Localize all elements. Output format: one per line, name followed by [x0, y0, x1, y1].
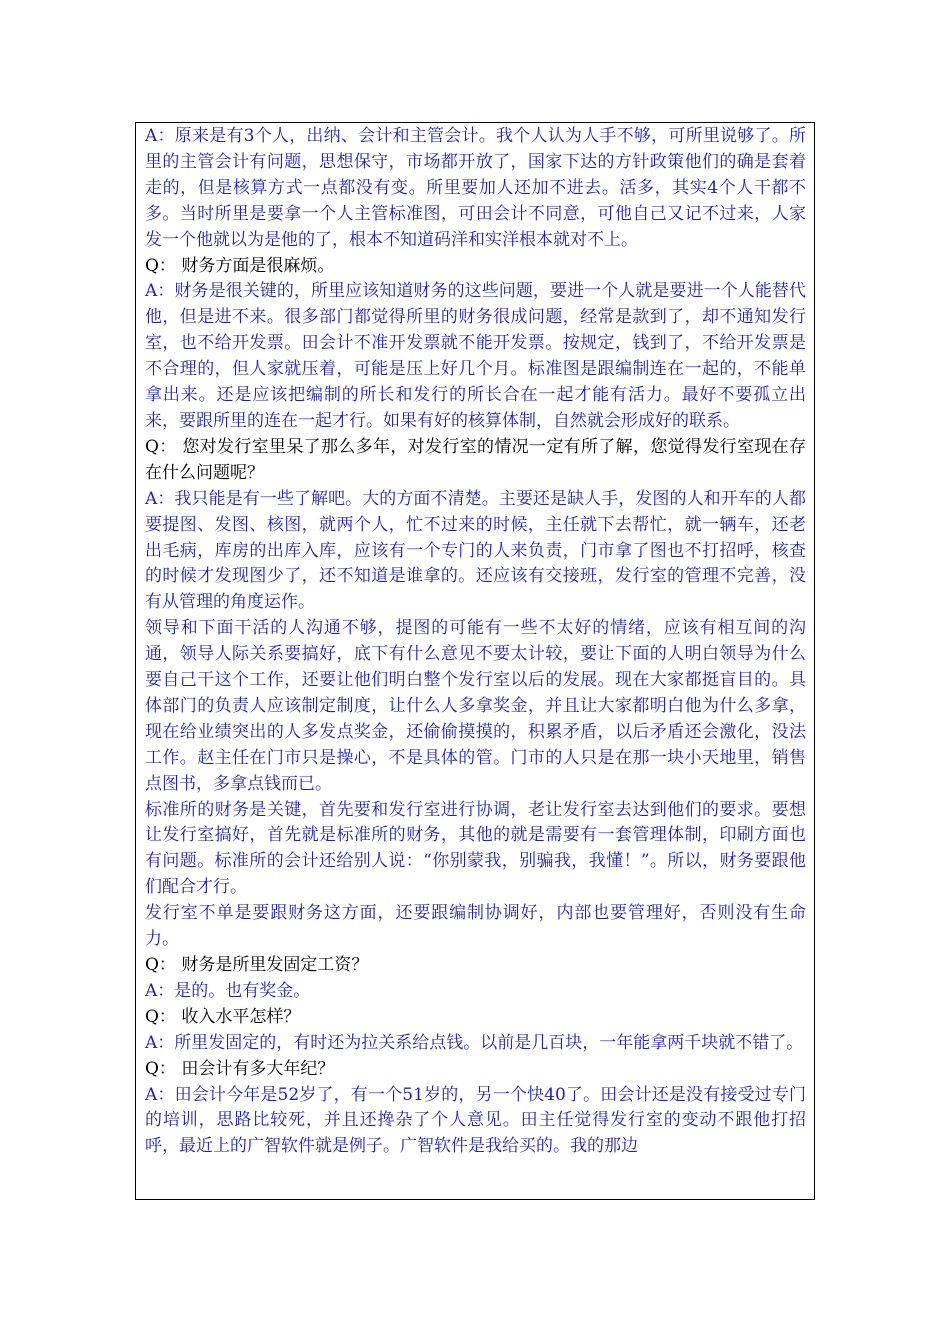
question-paragraph: Q： 财务方面是很麻烦。: [145, 255, 335, 276]
answer-paragraph: 领导和下面干活的人沟通不够，提图的可能有一些不太好的情绪，应该有相互间的沟通，领导人际关系要搞好，底下有什么意见不要太计较，要让下面的人明白领导为什么要自己干这个工作，还要让他们明白整个发行室以后的发展。现在大家都挺盲目的。具体部门的负责人应该制定制度，让什么人多拿奖金，并且让大家都明白他为什么多拿，现在给业绩突出的人多发点奖金，还偷偷摸摸的，积累矛盾，以后矛盾还会激化，没法工作。赵主任在门市只是操心，不是具体的管。门市的人只是在那一块小天地里，销售点图书，多拿点钱而已。: [145, 618, 806, 794]
question-paragraph: Q： 收入水平怎样？: [145, 1006, 301, 1027]
question-paragraph: Q： 田会计有多大年纪？: [145, 1058, 335, 1079]
answer-paragraph: 标准所的财务是关键，首先要和发行室进行协调，老让发行室去达到他们的要求。要想让发行室搞好，首先就是标准所的财务，其他的就是需要有一套管理体制，印刷方面也有问题。标准所的会计还给别人说：“你别蒙我，别骗我，我懂！”。所以，财务要跟他们配合才行。: [145, 799, 806, 898]
question-paragraph: Q： 您对发行室里呆了那么多年，对发行室的情况一定有所了解，您觉得发行室现在存在什么问题呢？: [145, 436, 806, 483]
question-paragraph: Q： 财务是所里发固定工资？: [145, 955, 369, 975]
answer-paragraph: 发行室不单是要跟财务这方面，还要跟编制协调好，内部也要管理好，否则没有生命力。: [145, 903, 806, 950]
answer-paragraph: A：原来是有3个人，出纳、会计和主管会计。我个人认为人手不够，可所里说够了。所里的主管会计有问题，思想保守，市场都开放了，国家下达的方针政策他们的确是套着走的，但是核算方式一点都没有变。所里要加人还加不进去。活多，其实4个人干都不多。当时所里是要拿一个人主管标准图，可田会计不同意，可他自己又记不过来，人家发一个他就以为是他的了，根本不知道码洋和实洋根本就对不上。: [145, 126, 806, 250]
answer-paragraph: A：是的。也有奖金。: [145, 980, 311, 1001]
answer-paragraph: A：我只能是有一些了解吧。大的方面不清楚。主要还是缺人手，发图的人和开车的人都要提图、发图、核图，就两个人，忙不过来的时候，主任就下去帮忙，就一辆车，还老出毛病，库房的出库入库，应该有一个专门的人来负责，门市拿了图也不打招呼，核查的时候才发现图少了，还不知道是谁拿的。还应该有交接班，发行室的管理不完善，没有从管理的角度运作。: [145, 488, 806, 613]
interview-transcript-box: [135, 122, 815, 1200]
answer-paragraph: A：财务是很关键的，所里应该知道财务的这些问题，要进一个人就是要进一个人能替代他，但是进不来。很多部门都觉得所里的财务很成问题，经常是款到了，却不通知发行室，也不给开发票。田会计不准开发票就不能开发票。按规定，钱到了，不给开发票是不合理的，但人家就压着，可能是压上好几个月。标准图是跟编制连在一起的，不能单拿出来。还是应该把编制的所长和发行的所长合在一起才能有活力。最好不要孤立出来，要跟所里的连在一起才行。如果有好的核算体制，自然就会形成好的联系。: [145, 281, 806, 431]
answer-paragraph: A：田会计今年是52岁了，有一个51岁的，另一个快40了。田会计还是没有接受过专门的培训，思路比较死，并且还搀杂了个人意见。田主任觉得发行室的变动不跟他打招呼，最近上的广智软件就是例子。广智软件是我给买的。我的那边: [145, 1084, 806, 1157]
answer-paragraph: A：所里发固定的，有时还为拉关系给点钱。以前是几百块，一年能拿两千块就不错了。: [145, 1032, 804, 1053]
transcript-content: [136, 123, 814, 1160]
